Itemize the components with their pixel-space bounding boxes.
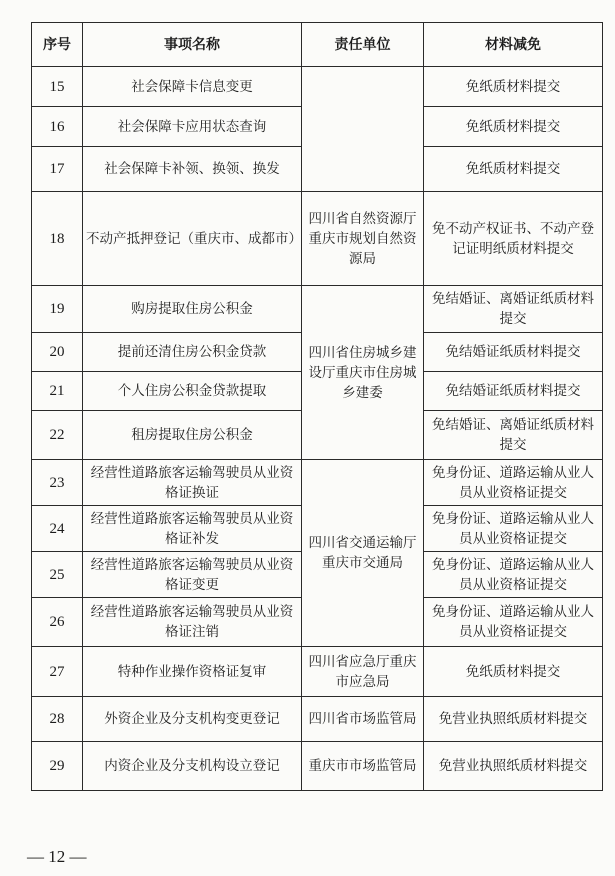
row-item-name: 个人住房公积金贷款提取 [83, 372, 302, 411]
row-seq: 17 [32, 147, 83, 192]
row-item-name: 社会保障卡补领、换领、换发 [83, 147, 302, 192]
row-item-name: 经营性道路旅客运输驾驶员从业资格证变更 [83, 552, 302, 598]
row-item-name: 外资企业及分支机构变更登记 [83, 697, 302, 742]
row-seq: 20 [32, 333, 83, 372]
table-row [32, 192, 603, 286]
row-reduction: 免结婚证、离婚证纸质材料提交 [424, 411, 603, 460]
row-item-name: 经营性道路旅客运输驾驶员从业资格证补发 [83, 506, 302, 552]
row-seq: 15 [32, 67, 83, 107]
row-seq: 26 [32, 598, 83, 647]
header-material-reduction: 材料减免 [424, 23, 603, 67]
row-item-name: 特种作业操作资格证复审 [83, 647, 302, 697]
row-seq: 21 [32, 372, 83, 411]
row-item-name: 社会保障卡信息变更 [83, 67, 302, 107]
row-reduction: 免结婚证纸质材料提交 [424, 333, 603, 372]
row-reduction: 免营业执照纸质材料提交 [424, 742, 603, 791]
table-row [32, 647, 603, 697]
row-reduction: 免身份证、道路运输从业人员从业资格证提交 [424, 598, 603, 647]
row-item-name: 内资企业及分支机构设立登记 [83, 742, 302, 791]
row-reduction: 免身份证、道路运输从业人员从业资格证提交 [424, 506, 603, 552]
table-row [32, 460, 603, 506]
row-seq: 16 [32, 107, 83, 147]
row-reduction: 免纸质材料提交 [424, 107, 603, 147]
table-row [32, 286, 603, 333]
row-item-name: 经营性道路旅客运输驾驶员从业资格证注销 [83, 598, 302, 647]
row-seq: 23 [32, 460, 83, 506]
row-seq: 18 [32, 192, 83, 286]
header-seq: 序号 [32, 23, 83, 67]
responsible-unit-natural-resources: 四川省自然资源厅重庆市规划自然资源局 [302, 192, 424, 286]
responsible-unit-transport: 四川省交通运输厅重庆市交通局 [302, 460, 424, 647]
table-row [32, 67, 603, 107]
row-seq: 29 [32, 742, 83, 791]
row-seq: 25 [32, 552, 83, 598]
row-seq: 19 [32, 286, 83, 333]
row-unit-empty [302, 67, 424, 192]
row-item-name: 不动产抵押登记（重庆市、成都市） [83, 192, 302, 286]
row-reduction: 免纸质材料提交 [424, 647, 603, 697]
row-item-name: 社会保障卡应用状态查询 [83, 107, 302, 147]
row-reduction: 免纸质材料提交 [424, 67, 603, 107]
row-seq: 22 [32, 411, 83, 460]
header-responsible-unit: 责任单位 [302, 23, 424, 67]
header-item-name: 事项名称 [83, 23, 302, 67]
responsible-unit-market-b: 重庆市市场监管局 [302, 742, 424, 791]
row-item-name: 经营性道路旅客运输驾驶员从业资格证换证 [83, 460, 302, 506]
table-row [32, 697, 603, 742]
row-reduction: 免营业执照纸质材料提交 [424, 697, 603, 742]
responsible-unit-emergency: 四川省应急厅重庆市应急局 [302, 647, 424, 697]
page-number: — 12 — [27, 847, 87, 866]
row-reduction: 免结婚证、离婚证纸质材料提交 [424, 286, 603, 333]
row-item-name: 购房提取住房公积金 [83, 286, 302, 333]
responsible-unit-housing: 四川省住房城乡建设厅重庆市住房城乡建委 [302, 286, 424, 460]
row-reduction: 免身份证、道路运输从业人员从业资格证提交 [424, 552, 603, 598]
row-seq: 27 [32, 647, 83, 697]
materials-reduction-table [31, 22, 603, 791]
row-item-name: 租房提取住房公积金 [83, 411, 302, 460]
responsible-unit-market-a: 四川省市场监管局 [302, 697, 424, 742]
row-reduction: 免结婚证纸质材料提交 [424, 372, 603, 411]
row-seq: 28 [32, 697, 83, 742]
row-item-name: 提前还清住房公积金贷款 [83, 333, 302, 372]
row-reduction: 免纸质材料提交 [424, 147, 603, 192]
table-row [32, 742, 603, 791]
row-seq: 24 [32, 506, 83, 552]
row-reduction: 免不动产权证书、不动产登记证明纸质材料提交 [424, 192, 603, 286]
table-header-row [32, 23, 603, 67]
row-reduction: 免身份证、道路运输从业人员从业资格证提交 [424, 460, 603, 506]
